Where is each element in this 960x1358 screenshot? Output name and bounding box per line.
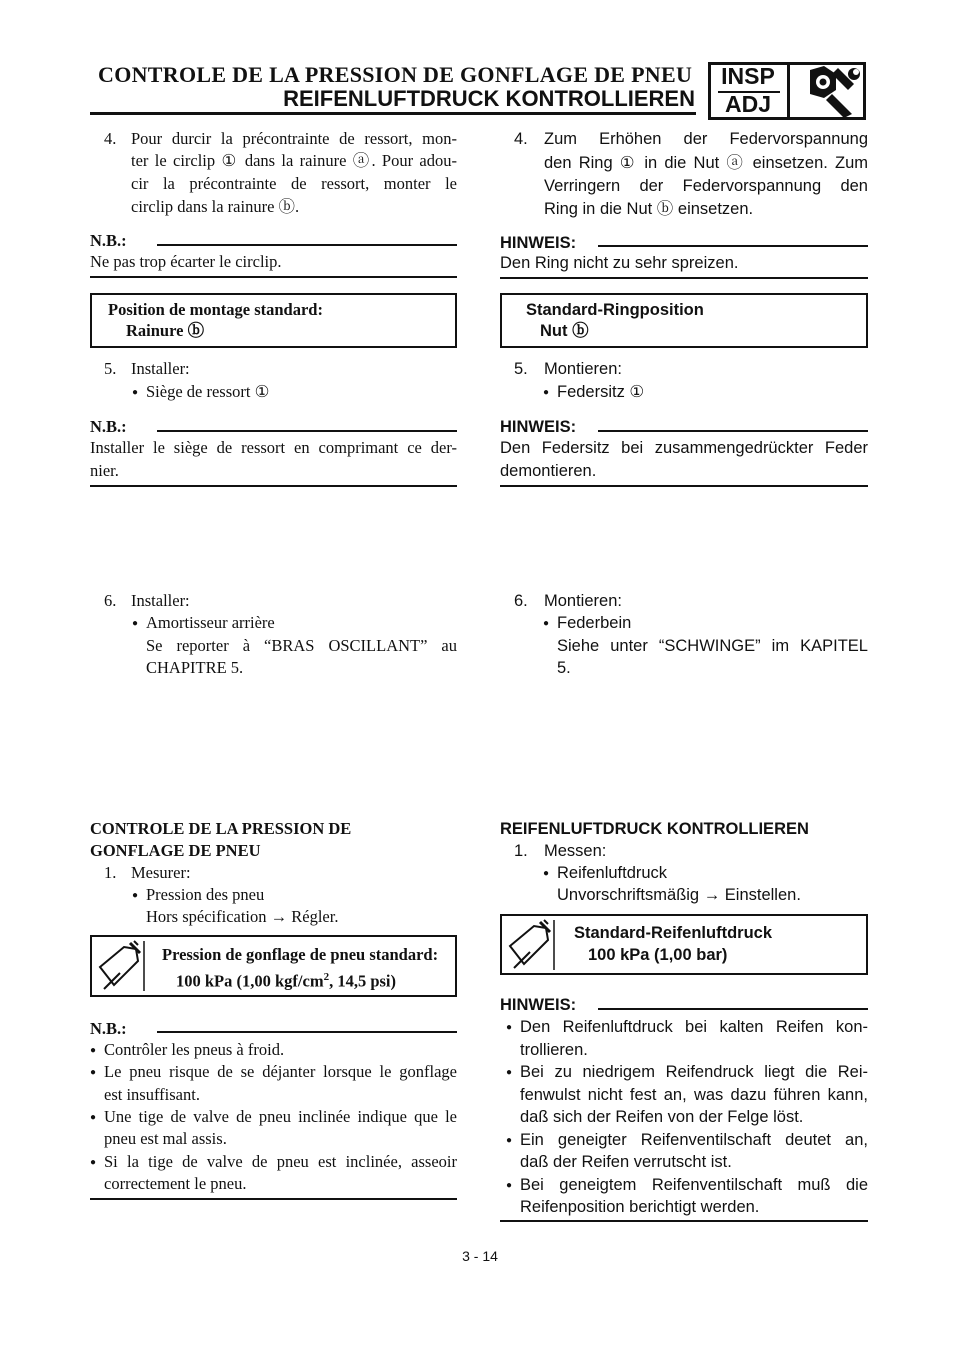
fr-pressure-value-sup: 2 [323,971,330,983]
fr-step6-item: ● Amortisseur arrière [146,612,275,635]
de-step6-ref-line2: 5. [557,659,571,677]
fr-nb3-rule [157,1031,457,1033]
de-section-item: ● Reifenluftdruck [557,862,667,885]
de-nb1-text: Den Ring nicht zu sehr spreizen. [500,254,739,272]
fr-step4-number: 4. [104,129,117,148]
fr-section-note: Hors spécification → Régler. [146,907,339,926]
de-nb2-line1: Den Federsitz bei zusammengedrückter Feder [500,439,868,457]
de-step5-number: 5. [514,360,528,378]
de-step6-item: ● Federbein [557,612,631,635]
fr-nb1-rule [157,244,457,246]
fr-nb3-end-rule [90,1198,457,1200]
badge-separator [787,62,790,120]
fr-nb3-bullet2-line1: ● Le pneu risque de se déjanter lorsque le gonflage [104,1061,457,1084]
de-nb2-rule [598,430,868,432]
de-nb3-bullet2-line2: fenwulst nicht fest an, was dazu führen kann, [520,1086,868,1104]
de-nb3-bullet1-line1: ● Den Reifenluftdruck bei kalten Reifen kon- [520,1016,868,1039]
de-standard-position-value: Nut ⓑ [540,322,589,340]
fr-nb3-bullet2-line2: est insuffisant. [104,1085,200,1104]
de-standard-position-title: Standard-Ringposition [526,301,704,319]
fr-step5-number: 5. [104,359,117,378]
fr-section-title-line1: CONTROLE DE LA PRESSION DE [90,819,352,838]
de-nb1-label: HINWEIS: [500,234,577,252]
fr-section-step: Mesurer: [131,863,191,882]
de-nb2-label: HINWEIS: [500,418,577,436]
fr-step5-item: ● Siège de ressort ① [146,381,269,404]
fr-nb1-label: N.B.: [90,231,127,250]
de-nb3-label: HINWEIS: [500,996,577,1014]
de-step6-ref-line1: Siehe unter “SCHWINGE” im KAPITEL [557,637,868,655]
fr-nb3-bullet4-line1: ● Si la tige de valve de pneu est inclinée, asseoir [104,1151,457,1174]
de-pressure-value: 100 kPa (1,00 bar) [588,946,728,964]
de-nb3-bullet1-line2: trollieren. [520,1041,588,1059]
pressure-gauge-icon [504,918,558,972]
pressure-gauge-icon [94,939,148,993]
de-section-step: Messen: [544,842,607,860]
de-step6-title: Montieren: [544,592,622,610]
de-step4-line4: Ring in die Nut ⓑ einsetzen. [544,200,754,218]
de-section-title: REIFENLUFTDRUCK KONTROLLIEREN [500,820,809,838]
fr-pressure-value-a: 100 kPa (1,00 kgf/cm [176,971,324,991]
de-step5-title: Montieren: [544,360,622,378]
fr-nb3-bullet4-line2: correctement le pneu. [104,1174,247,1193]
de-step6-number: 6. [514,592,528,610]
fr-pressure-value [176,966,396,993]
fr-nb2-label: N.B.: [90,417,127,436]
fr-nb1-end-rule [90,276,457,278]
de-nb3-rule [598,1008,868,1010]
fr-step4-line3: cir la précontrainte de ressort, monter le [131,174,457,193]
fr-pressure-value-b: , 14,5 psi) [329,971,397,991]
de-section-step-number: 1. [514,842,528,860]
de-step4-line1: Zum Erhöhen der Federvorspannung [544,130,868,148]
fr-nb2-line1: Installer le siège de ressort en comprimant ce der- [90,438,457,457]
fr-nb2-end-rule [90,485,457,487]
page-number: 3 - 14 [462,1248,498,1264]
fr-step5-title: Installer: [131,359,190,378]
fr-nb3-label: N.B.: [90,1019,127,1038]
de-nb3-bullet3-line2: daß der Reifen verrutscht ist. [520,1153,732,1171]
de-step4-line3: Verringern der Federvorspannung den [544,177,868,195]
fr-step6-ref-line2: CHAPITRE 5. [146,658,244,677]
de-step5-item: ● Federsitz ① [557,381,644,404]
header-title-fr: CONTROLE DE LA PRESSION DE GONFLAGE DE PNEU [98,62,693,87]
fr-step4-line2: ter le circlip ① dans la rainure ⓐ. Pour adou- [131,151,457,170]
de-nb1-end-rule [500,277,868,279]
fr-step6-ref-line1: Se reporter à “BRAS OSCILLANT” au [146,636,457,655]
fr-nb3-bullet3-line2: pneu est mal assis. [104,1129,227,1148]
fr-step6-title: Installer: [131,591,190,610]
header-rule [90,112,696,115]
fr-section-step-number: 1. [104,863,117,882]
fr-standard-position-value: Rainure ⓑ [126,321,205,340]
badge-adj-label: ADJ [724,91,771,117]
de-section-note: Unvorschriftsmäßig → Einstellen. [557,886,801,904]
fr-section-title-line2: GONFLAGE DE PNEU [90,841,261,860]
fr-step4-line4: circlip dans la rainure ⓑ. [131,197,300,216]
fr-nb1-text: Ne pas trop écarter le circlip. [90,252,282,271]
de-nb3-bullet2-line3: daß sich der Reifen von der Felge löst. [520,1108,804,1126]
de-nb3-bullet4-line1: ● Bei geneigtem Reifenventilschaft muß die [520,1174,868,1197]
de-nb3-bullet3-line1: ● Ein geneigter Reifenventilschaft deutet an, [520,1129,868,1152]
fr-nb2-line2: nier. [90,461,119,480]
de-nb2-end-rule [500,485,868,487]
badge-insp-label: INSP [721,63,775,89]
fr-nb3-bullet3-line1: ● Une tige de valve de pneu inclinée indique que le [104,1106,457,1129]
de-nb3-end-rule [500,1220,868,1222]
fr-nb3-bullet1-line1: ● Contrôler les pneus à froid. [104,1039,284,1062]
de-step4-line2: den Ring ① in die Nut ⓐ einsetzen. Zum [544,154,868,172]
de-nb2-line2: demontieren. [500,462,597,480]
fr-step4-line1: Pour durcir la précontrainte de ressort, mon- [131,129,457,148]
de-pressure-title: Standard-Reifenluftdruck [574,924,773,942]
de-step4-number: 4. [514,130,528,148]
de-nb3-bullet4-line2: Reifenposition berichtigt werden. [520,1198,760,1216]
fr-nb2-rule [157,430,457,432]
header-title-de: REIFENLUFTDRUCK KONTROLLIEREN [283,86,695,111]
de-nb1-rule [598,245,868,247]
fr-pressure-title: Pression de gonflage de pneu standard: [162,945,439,964]
de-nb3-bullet2-line1: ● Bei zu niedrigem Reifendruck liegt die Rei- [520,1061,868,1084]
wrench-bolt-icon [792,64,862,118]
fr-standard-position-title: Position de montage standard: [108,300,323,319]
fr-step6-number: 6. [104,591,117,610]
fr-section-item: ● Pression des pneu [146,884,264,907]
